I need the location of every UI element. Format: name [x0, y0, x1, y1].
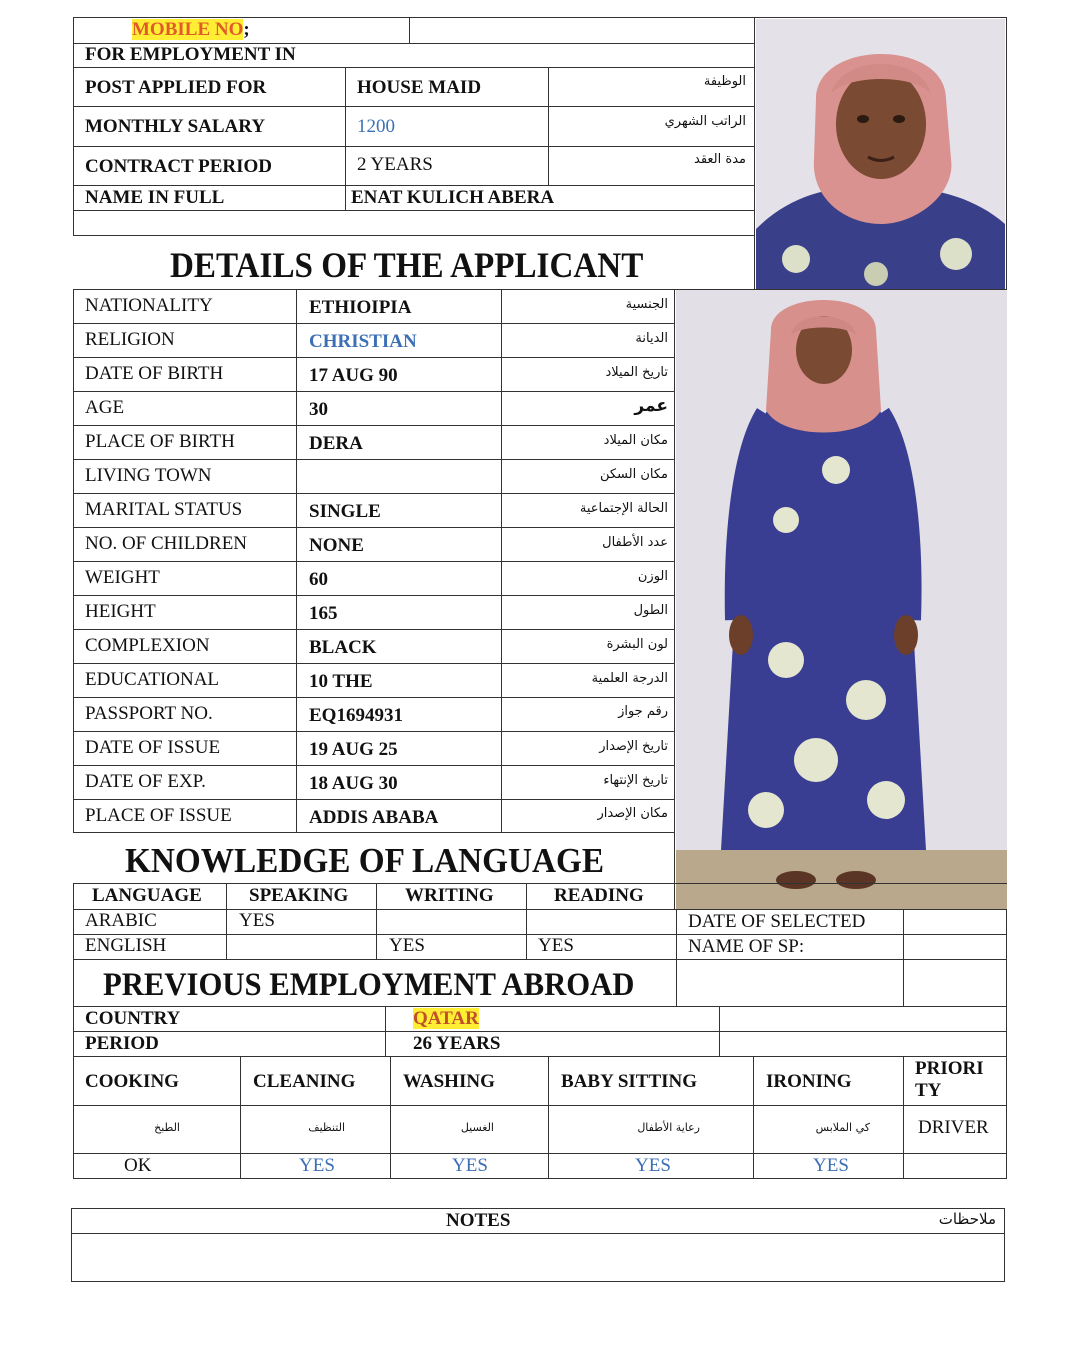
job-ar-contract: مدة العقد — [694, 152, 746, 167]
details-heading: DETAILS OF THE APPLICANT — [170, 245, 644, 285]
lang-header-reading: READING — [554, 885, 644, 906]
full-body-figure — [676, 290, 1007, 909]
skill-ar-ironing: كي الملابس — [815, 1121, 870, 1134]
detail-label-height: HEIGHT — [85, 601, 156, 622]
detail-ar-height: الطول — [633, 603, 668, 618]
side-date-selected: DATE OF SELECTED — [688, 911, 866, 932]
portrait-photo — [756, 19, 1005, 289]
detail-value-marital: SINGLE — [309, 501, 381, 522]
detail-ar-exp: تاريخ الإنتهاء — [603, 773, 668, 788]
job-label-contract: CONTRACT PERIOD — [85, 156, 273, 177]
job-value-contract: 2 YEARS — [357, 154, 433, 175]
detail-label-complexion: COMPLEXION — [85, 635, 210, 656]
detail-ar-pob: مكان الميلاد — [603, 433, 668, 448]
skill-ar-baby: رعاية الأطفال — [637, 1121, 700, 1134]
skill-ar-cleaning: التنظيف — [308, 1121, 345, 1134]
job-value-name: ENAT KULICH ABERA — [351, 187, 555, 208]
prev-country-value — [413, 1008, 479, 1030]
detail-value-children: NONE — [309, 535, 364, 556]
lang-english-writing: YES — [389, 935, 425, 956]
skill-value-baby: YES — [635, 1155, 671, 1176]
job-label-name: NAME IN FULL — [85, 187, 225, 208]
detail-label-marital: MARITAL STATUS — [85, 499, 243, 520]
lang-arabic-speaking: YES — [239, 910, 275, 931]
priority-label-1: PRIORI — [915, 1058, 984, 1079]
prev-country-text: QATAR — [413, 1008, 479, 1029]
detail-value-religion: CHRISTIAN — [309, 331, 417, 352]
mobile-label-text: MOBILE NO — [132, 19, 244, 40]
prev-heading: PREVIOUS EMPLOYMENT ABROAD — [103, 967, 635, 1003]
detail-value-education: 10 THE — [309, 671, 373, 692]
detail-ar-issue: تاريخ الإصدار — [599, 739, 668, 754]
detail-value-issue: 19 AUG 25 — [309, 739, 398, 760]
skill-washing: WASHING — [403, 1071, 495, 1092]
job-label-post: POST APPLIED FOR — [85, 77, 267, 98]
detail-value-pob: DERA — [309, 433, 363, 454]
skill-value-cooking: OK — [124, 1155, 152, 1176]
detail-label-exp: DATE OF EXP. — [85, 771, 206, 792]
lang-header-language: LANGUAGE — [92, 885, 202, 906]
lang-header-speaking: SPEAKING — [249, 885, 349, 906]
detail-value-weight: 60 — [309, 569, 328, 590]
priority-value: DRIVER — [918, 1117, 989, 1138]
portrait-figure — [756, 19, 1005, 289]
detail-value-place-issue: ADDIS ABABA — [309, 807, 439, 828]
job-ar-post: الوظيفة — [703, 74, 746, 89]
skill-cleaning: CLEANING — [253, 1071, 356, 1092]
mobile-label — [132, 19, 250, 41]
detail-label-religion: RELIGION — [85, 329, 175, 350]
skill-cooking: COOKING — [85, 1071, 179, 1092]
full-body-photo — [676, 290, 1007, 909]
notes-label: NOTES — [446, 1210, 511, 1231]
job-value-salary: 1200 — [357, 116, 395, 137]
detail-value-dob: 17 AUG 90 — [309, 365, 398, 386]
employment-label: FOR EMPLOYMENT IN — [85, 44, 296, 65]
notes-ar: ملاحظات — [938, 1210, 996, 1228]
prev-period-label: PERIOD — [85, 1033, 159, 1054]
priority-label-2: TY — [915, 1080, 942, 1101]
detail-label-issue: DATE OF ISSUE — [85, 737, 221, 758]
job-value-post: HOUSE MAID — [357, 77, 482, 98]
job-label-salary: MONTHLY SALARY — [85, 116, 266, 137]
detail-label-education: EDUCATIONAL — [85, 669, 220, 690]
side-name-sp: NAME OF SP: — [688, 936, 805, 957]
detail-ar-religion: الديانة — [635, 331, 668, 346]
detail-label-children: NO. OF CHILDREN — [85, 533, 248, 554]
lang-header-writing: WRITING — [405, 885, 494, 906]
detail-ar-children: عدد الأطفال — [602, 535, 668, 550]
detail-ar-passport: رقم جواز — [618, 704, 668, 719]
skill-ar-cooking: الطبخ — [154, 1121, 180, 1134]
skill-value-ironing: YES — [813, 1155, 849, 1176]
detail-value-exp: 18 AUG 30 — [309, 773, 398, 794]
language-heading: KNOWLEDGE OF LANGUAGE — [125, 841, 605, 880]
detail-value-complexion: BLACK — [309, 637, 377, 658]
prev-period-value: 26 YEARS — [413, 1033, 501, 1054]
skill-value-washing: YES — [452, 1155, 488, 1176]
mobile-suffix: ; — [243, 19, 250, 40]
prev-country-label: COUNTRY — [85, 1008, 181, 1029]
skill-ironing: IRONING — [766, 1071, 852, 1092]
detail-ar-dob: تاريخ الميلاد — [605, 365, 668, 380]
skill-value-cleaning: YES — [299, 1155, 335, 1176]
detail-label-nationality: NATIONALITY — [85, 295, 213, 316]
job-ar-salary: الراتب الشهري — [664, 114, 746, 129]
detail-ar-marital: الحالة الإجتماعية — [579, 501, 668, 516]
detail-label-age: AGE — [85, 397, 125, 418]
detail-ar-nationality: الجنسية — [625, 297, 668, 312]
lang-english-name: ENGLISH — [85, 935, 167, 956]
skill-baby-sitting: BABY SITTING — [561, 1071, 698, 1092]
detail-ar-education: الدرجة العلمية — [591, 671, 668, 686]
detail-label-passport: PASSPORT NO. — [85, 703, 213, 724]
skill-ar-washing: الغسيل — [460, 1121, 494, 1134]
detail-ar-weight: الوزن — [637, 569, 668, 584]
detail-value-height: 165 — [309, 603, 338, 624]
detail-label-place-issue: PLACE OF ISSUE — [85, 805, 232, 826]
detail-value-nationality: ETHIOIPIA — [309, 297, 412, 318]
detail-label-weight: WEIGHT — [85, 567, 160, 588]
detail-label-living: LIVING TOWN — [85, 465, 212, 486]
lang-arabic-name: ARABIC — [85, 910, 157, 931]
detail-ar-age: عمر — [634, 396, 668, 416]
detail-label-pob: PLACE OF BIRTH — [85, 431, 235, 452]
detail-ar-living: مكان السكن — [599, 467, 668, 482]
detail-label-dob: DATE OF BIRTH — [85, 363, 224, 384]
detail-ar-complexion: لون البشرة — [606, 637, 668, 652]
lang-english-reading: YES — [538, 935, 574, 956]
detail-value-age: 30 — [309, 399, 328, 420]
detail-value-passport: EQ1694931 — [309, 705, 403, 726]
detail-ar-place-issue: مكان الإصدار — [597, 806, 668, 821]
